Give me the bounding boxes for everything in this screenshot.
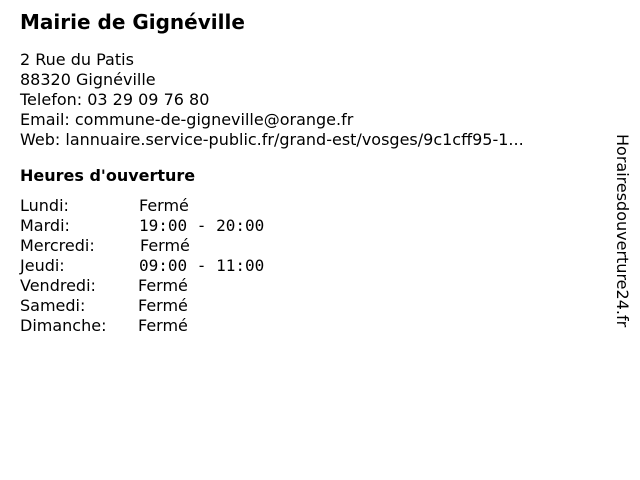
hours-value: Fermé	[140, 236, 190, 255]
business-card	[20, 10, 600, 336]
hours-value: 09:00 - 11:00	[139, 256, 265, 275]
day-label: Jeudi:	[20, 256, 65, 275]
email-label: Email:	[20, 110, 70, 129]
web-link[interactable]: lannuaire.service-public.fr/grand-est/vosges/9c1cff95-1...	[65, 130, 524, 149]
phone-label: Telefon:	[20, 90, 83, 109]
hours-row-wednesday	[20, 236, 600, 256]
opening-hours-heading: Heures d'ouverture	[20, 166, 196, 185]
day-label: Samedi:	[20, 296, 86, 315]
hours-row-friday	[20, 276, 600, 296]
phone-number[interactable]: 03 29 09 76 80	[87, 90, 210, 109]
hours-row-monday	[20, 196, 600, 216]
hours-row-saturday	[20, 296, 600, 316]
hours-value: Fermé	[138, 316, 188, 335]
day-label: Mercredi:	[20, 236, 95, 255]
day-label: Lundi:	[20, 196, 69, 215]
city-postcode: 88320 Gignéville	[20, 70, 156, 89]
day-label: Mardi:	[20, 216, 70, 235]
business-title: Mairie de Gignéville	[20, 10, 245, 34]
day-label: Vendredi:	[20, 276, 96, 295]
email-address[interactable]: commune-de-gigneville@orange.fr	[74, 110, 354, 129]
hours-row-tuesday	[20, 216, 600, 236]
site-brand: Horairesdouverture24.fr	[613, 134, 632, 328]
web-label: Web:	[20, 130, 61, 149]
web-line	[20, 130, 600, 150]
hours-value: Fermé	[138, 276, 188, 295]
email-line	[20, 110, 600, 130]
day-label: Dimanche:	[20, 316, 107, 335]
hours-row-thursday	[20, 256, 600, 276]
hours-value: 19:00 - 20:00	[139, 216, 265, 235]
phone-line	[20, 90, 600, 110]
hours-value: Fermé	[139, 196, 189, 215]
hours-row-sunday	[20, 316, 600, 336]
hours-value: Fermé	[138, 296, 188, 315]
opening-hours-table	[20, 196, 600, 336]
street-address: 2 Rue du Patis	[20, 50, 134, 69]
